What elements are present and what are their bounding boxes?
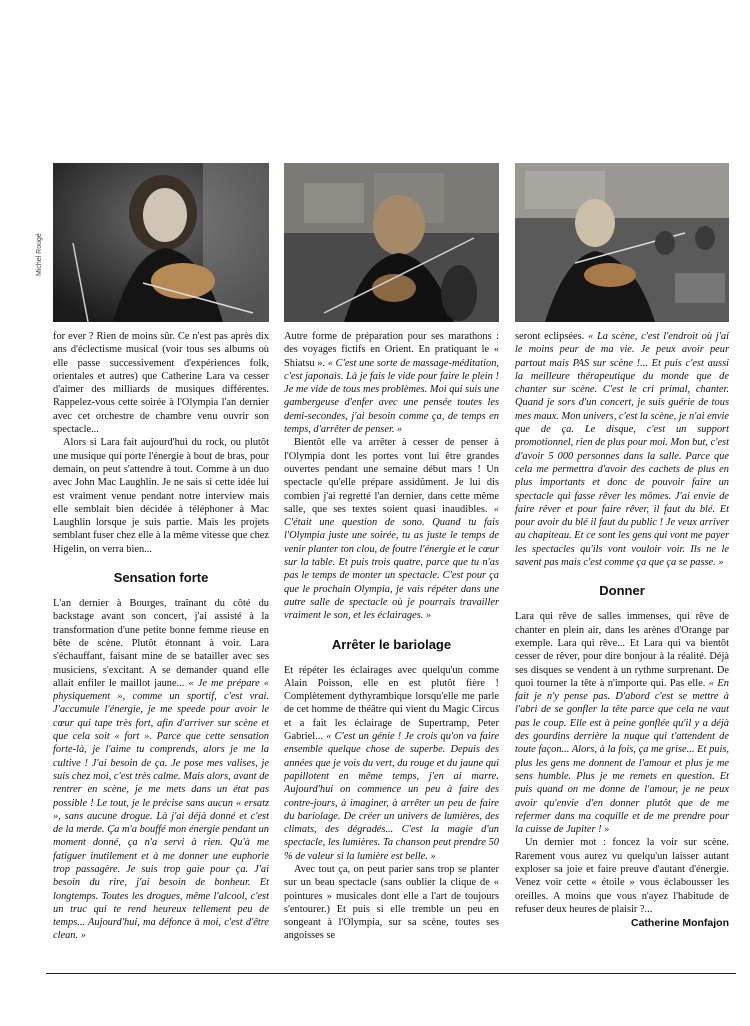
- col1-paragraph-2: Alors si Lara fait aujourd'hui du rock, ou plutôt une musique qui porte l'énergie à bout de bras, pour demain, on peut s'attendre à tout. Comme à un duo avec John Mac Laughlin. Je ne sais si cette idée lui est vraiment venue pendant notre interview mais elle semblait bien décidée à téléphoner à Mac Laughlin lorsque je suis partie. Mais les projets semblant fuser chez elle à la même vitesse que chez Higelin, on verra bien...: [53, 437, 269, 555]
- author-signature: Catherine Monfajon: [630, 917, 729, 930]
- col3-narration-1: seront eclipsées.: [515, 331, 585, 342]
- photo-violinist-orchestra: [515, 163, 729, 322]
- col2-quote-3: « C'est un génie ! Je crois qu'on va faire ensemble quelque chose de superbe. Depuis des années que je vois du vert, du rouge et du jaune qui papillotent en même temps, j'en ai marre. Aujourd'hui on commence un peu à faire des contre-jours, à imaginer, à arrêter un peu de faire du bariolage. De créer un univers de lumières, des climats, des dégradés... C'est la magie d'un spectacle, les lumières. Ta chanson peut prendre 50 % de valeur si la lumière est belle. »: [284, 731, 499, 862]
- photo-violinist-smiling: [53, 163, 269, 322]
- subheading-arreter-le-bariolage: Arrêter le bariolage: [331, 636, 452, 652]
- col2-paragraph-1: [284, 330, 499, 436]
- subheading-donner: Donner: [599, 583, 645, 599]
- column-3: [515, 330, 729, 970]
- col3-narration-2: Lara qui rêve de salles immenses, qui rêve de chanter en plein air, dans les arènes d'Orange par exemple. Lara qui rêve... Et Lara qui va bientôt cesser de rêver, pour dire bonjour à la réalité. Déjà ses disques se vendent à un rythme surprenant. De quoi tourner la tête à n'importe qui. Pas elle.: [515, 611, 729, 689]
- col2-quote-2: « C'était une question de sono. Quand tu fais l'Olympia juste une soirée, tu as juste le temps de venir planter ton clou, de foutre l'énergie et le cœur sur la table. Et puis trois quatre, parce que tu n'as pas le temps de monter un spectacle. C'est pour ça que le prochain Olympia, je vais répéter dans une autre salle de spectacle où je pourrais travailler vraiment le son, et les éclairages. »: [284, 503, 499, 622]
- photo-credit: Michel Rougé: [36, 233, 43, 276]
- col2-paragraph-4: Avec tout ça, on peut parier sans trop se planter sur un beau spectacle (sans oublier la clique de « pointures » musicales dont elle a l'art de toujours s'entourer.) Et puis si elle tremble un peu en songeant à l'Olympia, sur sa scène, toutes ses angoisses se: [284, 863, 499, 942]
- col3-paragraph-3: Un dernier mot : foncez la voir sur scène. Rarement vous aurez vu quelqu'un laisser autant exploser sa joie et faire preuve d'autant d'énergie. Venez voir cette « étoile » vous éclabousser les oreilles. A moins que vous n'ayez l'habitude de refuser deux heures de plaisir ?...: [515, 837, 729, 915]
- col2-paragraph-3: [284, 664, 499, 863]
- column-2: [284, 330, 499, 970]
- col2-narration-2: Bientôt elle va arrêter à cesser de penser à l'Olympia dont les portes vont lui être grandes ouvertes pendant une semaine début mars ! Un spectacle qu'elle prépare assidûment. Je lui dis combien j'ai regretté l'an dernier, dans cette même salle, que ses textes soient quasi inaudibles.: [284, 437, 499, 515]
- bottom-rule: [46, 973, 736, 974]
- column-1: [53, 330, 269, 970]
- col3-paragraph-1: [515, 330, 729, 569]
- col1-paragraph-3: [53, 597, 269, 943]
- col1-narration: L'an dernier à Bourges, traînant du côté du backstage avant son concert, j'ai assisté à la transformation d'une petite bonne femme rieuse en bête de scène. Plutôt étonnant à voir. Lara s'échauffant, faisant mine de se batailler avec ses musiciens, s'excitant. A se demander quand elle allait enfiler le maillot jaune...: [53, 598, 269, 689]
- col2-paragraph-2: [284, 436, 499, 622]
- col3-paragraph-2: [515, 610, 729, 836]
- col2-quote-1: « C'est une sorte de massage-méditation, c'est japonais. Là je fais le vide pour faire le plein ! Je me vide de tous mes problèmes. Moi qui suis une gambergeuse d'enfer avec une pensée toutes les demi-secondes, j'ai besoin comme ça, de temps en temps, d'arrêter de penser. »: [284, 357, 499, 436]
- violinist-icon: [284, 163, 499, 322]
- subheading-sensation-forte: Sensation forte: [113, 570, 209, 586]
- col2-narration-1: Autre forme de préparation pour ses marathons : des voyages fictifs en Orient. En pratiquant le « Shiatsu ».: [284, 331, 499, 369]
- col1-quote: « Je me prépare « physiquement », comme un sportif, c'est vrai. J'accumule l'énergie, je me speede pour avoir le cœur qui tape très fort, afin d'arriver sur scène et que cela soit « fort ». Parce que cette sensation forte-là, je l'aime tu comprends, alors je me la cultive ! J'ai besoin de ça. Je pose mes valises, je suis chez moi, c'est très calme. Mais alors, avant de rentrer en scène, je me mets dans un état pas possible ! Le tout, je le précise sans aucun « ersatz », sans aucune drogue. Là j'ai déjà donné et c'est de la merde. Ça m'a bouffé mon énergie pendant un moment donné, ça n'a servi à rien. Qu'à me fatiguer inutilement et à me donner une euphorie trop passagère. Je suis trop gaie pour ça. J'ai besoin du rire, j'ai besoin de bonheur. Et longtemps. Toutes les drogues, même l'alcool, c'est un truc qui te rend heureux tellement peu de temps... Aujourd'hui, ma défonce à moi, c'est d'être clean. »: [53, 677, 269, 942]
- col3-quote-2: « En fait je n'y pense pas. D'abord c'est se mettre à l'abri de se gonfler la tête parce que cela ne vaut pas le coup. Elle est à peine gonflée qu'il y a déjà des gourdins derrière la nuque qui t'attendent de toute façon... Alors, à la fois, ça me grise... Et puis, plus les gens me donnent de l'amour et plus je me sens humble. Plus je me remets en question. Et puis quand on me donne de l'amour, je ne peux avoir qu'envie d'en donner plutôt que de me refermer dans ma coquille et de me prendre pour la cuisse de Jupiter ! »: [515, 677, 729, 836]
- col1-paragraph-1: for ever ? Rien de moins sûr. Ce n'est pas après dix ans d'éclectisme musical (voir tous ses albums où elle passe successivement d'expériences folk, orientales et autres) que Catherine Lara va cesser d'aimer des milliards de musiques différentes. Rappelez-vous cette soirée à l'Olympia l'an dernier avec cet orchestre de chambre venu ouvrir son spectacle...: [53, 331, 269, 436]
- col2-narration-3: Et répéter les éclairages avec quelqu'un comme Alain Poisson, elle en est plutôt fière ! Complètement dythyrambique lorsqu'elle me parle de cet homme de théâtre qui vient du Magic Circus et a fait les éclairage de Supertramp, Peter Gabriel...: [284, 664, 499, 743]
- photo-violinist-head-bowed: [284, 163, 499, 322]
- col3-quote-1: « La scène, c'est l'endroit où j'ai le moins peur de ma vie. Je peux avoir peur partout mais PAS sur scène !... Et puis c'est aussi la meilleure thérapeutique du monde que de chanter sur scène. C'est le cri primal, chanter. Quand je sors d'un concert, je suis guérie de tous mes maux. Mon univers, c'est la scène, je n'ai envie que de ça. Le disque, c'est un support promotionnel, rien de plus pour moi. Mon but, c'est d'avoir 5 000 personnes dans la salle. Parce que cela me permettra d'avoir des cachets de plus en plus importants et donc de pouvoir faire un spectacle qui fasse rêver les mômes. J'ai envie de faire rêver et pour faire rêver, il faut du blé. Et pour avoir du blé il faut du public ! Je veux arriver au chapiteau. Et ce sont les gens qui vont me payer les spectacles qu'ils vont vouloir voir. Ils ne le savent pas mais c'est comme ça que ça se passe. »: [515, 331, 729, 569]
- woman-violinist-icon: [53, 163, 269, 322]
- violinist-orchestra-icon: [515, 163, 729, 322]
